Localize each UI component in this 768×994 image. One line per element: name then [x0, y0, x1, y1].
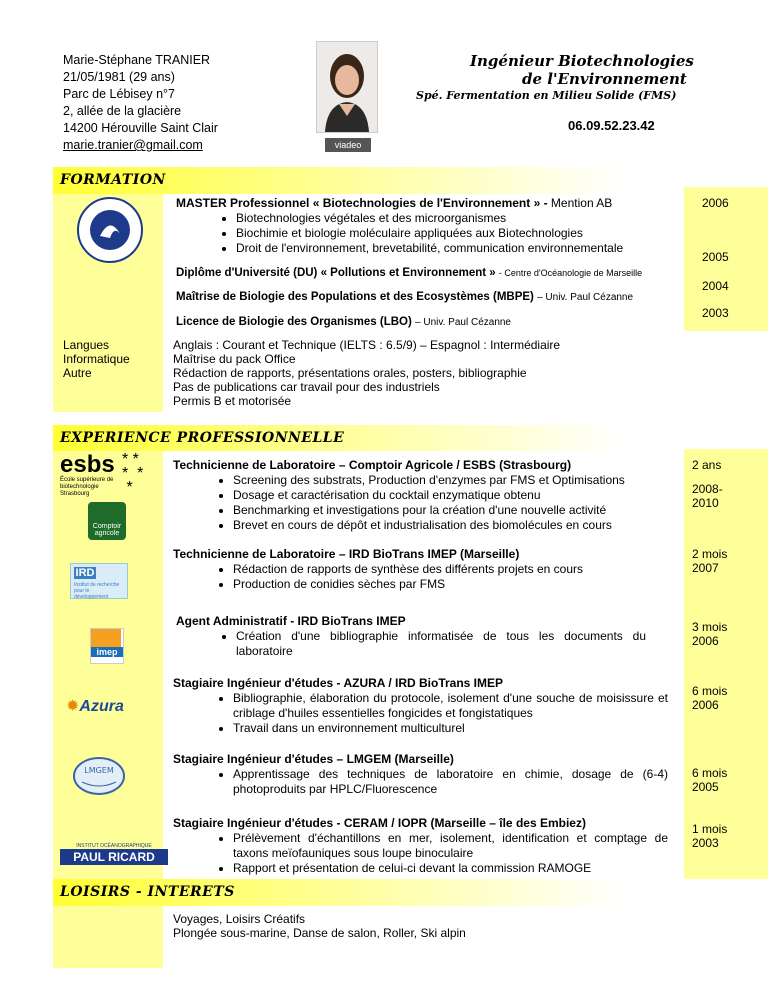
- address-line-3: 14200 Hérouville Saint Clair: [63, 121, 218, 135]
- imep-logo: imep: [90, 628, 124, 664]
- experience-entry: Stagiaire Ingénieur d'études - AZURA / IRD BioTrans IMEP • Bibliographie, élaboration du protocole, isolement d'une souche de moisissure et criblage d'huiles essentielles fongicides et fongistatiques • Travail dans un environnement multiculturel: [173, 676, 668, 736]
- skill-label-other: Autre: [63, 366, 92, 380]
- formation-heading: FORMATION: [60, 172, 166, 188]
- skill-label-computing: Informatique: [63, 352, 130, 366]
- skill-line: Pas de publications car travail pour des industriels: [173, 380, 440, 394]
- formation-year: 2005: [702, 250, 729, 264]
- loisirs-line: Plongée sous-marine, Danse de salon, Roller, Ski alpin: [173, 926, 466, 940]
- experience-years: 2006: [692, 698, 719, 712]
- master-item: • Biotechnologies végétales et des microorganismes: [236, 211, 681, 226]
- skills-content: [173, 338, 560, 408]
- skill-line: Anglais : Courant et Technique (IELTS : 6.5/9) – Espagnol : Intermédiaire: [173, 338, 561, 352]
- experience-years: 2008-2010: [692, 482, 723, 510]
- svg-text:LMGEM: LMGEM: [84, 766, 114, 775]
- job-title-line-2: de l'Environnement: [522, 70, 687, 88]
- skill-line: Rédaction de rapports, présentations orales, posters, bibliographie: [173, 366, 527, 380]
- job-title-line-1: Ingénieur Biotechnologies: [470, 52, 694, 70]
- experience-duration: 1 mois: [692, 822, 728, 836]
- viadeo-badge[interactable]: viadeo: [325, 138, 371, 152]
- university-logo: [76, 196, 144, 264]
- formation-year: 2004: [702, 279, 729, 293]
- loisirs-heading: LOISIRS - INTERETS: [60, 884, 235, 900]
- experience-years: 2003: [692, 836, 719, 850]
- experience-entry: Technicienne de Laboratoire – IRD BioTrans IMEP (Marseille) • Rédaction de rapports de synthèse des différents projets en cours • Production de conidies sèches par FMS: [173, 547, 678, 592]
- lbo-entry: Licence de Biologie des Organismes (LBO) – Univ. Paul Cézanne: [176, 316, 511, 328]
- experience-right-column: [684, 449, 768, 881]
- address-line-2: 2, allée de la glacière: [63, 104, 182, 118]
- azura-logo: ✹Azura: [66, 698, 124, 715]
- experience-duration: 6 mois: [692, 684, 728, 698]
- master-entry: MASTER Professionnel « Biotechnologies de l'Environnement » - Mention AB: [176, 196, 613, 210]
- email-link[interactable]: marie.tranier@gmail.com: [63, 138, 203, 152]
- experience-duration: 2 ans: [692, 458, 722, 472]
- experience-entry: Stagiaire Ingénieur d'études – LMGEM (Marseille) • Apprentissage des techniques de laboratoire en chimie, dosage de (6-4) photoproduits par HPLC/Fluorescence: [173, 752, 668, 797]
- formation-content: [176, 196, 681, 256]
- esbs-logo: esbs École supérieure de biotechnologie Strasbourg * * * * *: [60, 451, 144, 497]
- loisirs-left-column: [53, 906, 163, 968]
- experience-years: 2006: [692, 634, 719, 648]
- loisirs-line: Voyages, Loisirs Créatifs: [173, 912, 306, 926]
- skill-line: Permis B et motorisée: [173, 394, 292, 408]
- address-line-1: Parc de Lébisey n°7: [63, 87, 176, 101]
- master-item: • Biochimie et biologie moléculaire appliquées aux Biotechnologies: [236, 226, 681, 241]
- experience-duration: 2 mois: [692, 547, 728, 561]
- skill-line: Maîtrise du pack Office: [173, 352, 296, 366]
- formation-year: 2006: [702, 196, 729, 210]
- ird-logo: IRD Institut de recherche pour le développement: [70, 563, 128, 599]
- experience-years: 2007: [692, 561, 719, 575]
- experience-duration: 6 mois: [692, 766, 728, 780]
- experience-duration: 3 mois: [692, 620, 728, 634]
- phone-number: 06.09.52.23.42: [568, 118, 655, 133]
- lmgem-logo: [72, 756, 126, 796]
- master-item: • Droit de l'environnement, brevetabilité, communication environnementale: [236, 241, 681, 256]
- specialty: Spé. Fermentation en Milieu Solide (FMS): [416, 89, 677, 102]
- paul-ricard-logo: INSTITUT OCÉANOGRAPHIQUE PAUL RICARD: [60, 843, 168, 873]
- skill-label-languages: Langues: [63, 338, 110, 352]
- mbpe-entry: Maîtrise de Biologie des Populations et des Ecosystèmes (MBPE) – Univ. Paul Cézanne: [176, 291, 634, 303]
- comptoir-agricole-logo: Comptoir agricole: [88, 502, 126, 540]
- profile-photo: [316, 41, 378, 133]
- experience-heading: EXPERIENCE PROFESSIONNELLE: [60, 430, 345, 446]
- candidate-name: Marie-Stéphane TRANIER: [63, 53, 211, 67]
- experience-years: 2005: [692, 780, 719, 794]
- contact-block: [63, 52, 218, 154]
- formation-year: 2003: [702, 306, 729, 320]
- du-entry: Diplôme d'Université (DU) « Pollutions et Environnement » - Centre d'Océanologie de Marseille: [176, 267, 643, 279]
- experience-entry: Stagiaire Ingénieur d'études - CERAM / IOPR (Marseille – île des Embiez) • Prélèvement d'échantillons en mer, isolement, identification et comptage de taxons meïofauniques sous loupe binoculaire • Rapport et présentation de celui-ci devant la commission RAMOGE: [173, 816, 668, 876]
- loisirs-content: [173, 912, 466, 940]
- experience-entry: Technicienne de Laboratoire – Comptoir Agricole / ESBS (Strasbourg) • Screening des substrats, Production d'enzymes par FMS et Optimisations • Dosage et caractérisation du cocktail enzymatique obtenu • Benchmarking et investigations pour la création d'une nouvelle activité • Brevet en cours de dépôt et industrialisation des biomolécules en cours: [173, 458, 678, 533]
- experience-entry: Agent Administratif - IRD BioTrans IMEP • Création d'une bibliographie informatisée de tous les documents du laboratoire: [176, 614, 646, 659]
- birth-date: 21/05/1981 (29 ans): [63, 70, 175, 84]
- skills-labels: [63, 338, 130, 380]
